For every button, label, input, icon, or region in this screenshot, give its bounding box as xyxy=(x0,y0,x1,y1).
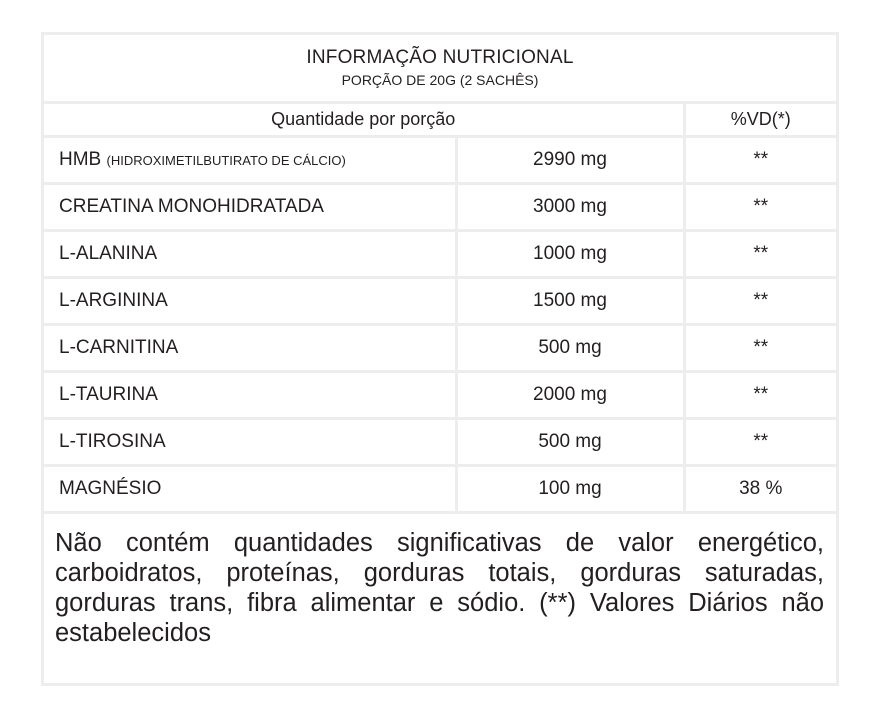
footer-note: Não contém quantidades significativas de valor energético, carboidratos, proteínas, gorduras totais, gorduras saturadas, gorduras trans, fibra alimentar e sódio. (**) Valores Diários não estabelecidos xyxy=(55,529,824,647)
ingredient-vd: ** xyxy=(684,419,836,466)
ingredient-quantity: 2000 mg xyxy=(456,372,684,419)
ingredient-quantity: 100 mg xyxy=(456,466,684,513)
table-title: INFORMAÇÃO NUTRICIONAL xyxy=(306,47,574,68)
serving-size: PORÇÃO DE 20G (2 SACHÊS) xyxy=(341,72,539,88)
table-row xyxy=(44,419,836,466)
ingredient-quantity: 1000 mg xyxy=(456,231,684,278)
quantity-column-header: Quantidade por porção xyxy=(44,103,684,137)
ingredient-detail: (HIDROXIMETILBUTIRATO DE CÁLCIO) xyxy=(106,153,346,168)
title-cell xyxy=(44,35,836,103)
ingredient-vd: 38 % xyxy=(684,466,836,513)
table-row xyxy=(44,466,836,513)
table-row xyxy=(44,372,836,419)
ingredient-vd: ** xyxy=(684,325,836,372)
ingredient-name: L-ALANINA xyxy=(44,231,456,278)
ingredient-name: L-TIROSINA xyxy=(44,419,456,466)
nutrition-table xyxy=(44,35,836,514)
table-row xyxy=(44,184,836,231)
ingredient-quantity: 3000 mg xyxy=(456,184,684,231)
ingredient-vd: ** xyxy=(684,372,836,419)
column-header-row xyxy=(44,103,836,137)
title-row xyxy=(44,35,836,103)
nutrition-facts-panel xyxy=(41,32,839,686)
table-row xyxy=(44,325,836,372)
ingredient-quantity: 2990 mg xyxy=(456,137,684,184)
ingredient-name: HMB xyxy=(59,149,102,170)
ingredient-vd: ** xyxy=(684,184,836,231)
ingredient-name-cell xyxy=(44,137,456,184)
ingredient-name: L-ARGININA xyxy=(44,278,456,325)
ingredient-name: MAGNÉSIO xyxy=(44,466,456,513)
ingredient-vd: ** xyxy=(684,231,836,278)
ingredient-vd: ** xyxy=(684,137,836,184)
ingredient-quantity: 500 mg xyxy=(456,325,684,372)
ingredient-vd: ** xyxy=(684,278,836,325)
ingredient-quantity: 500 mg xyxy=(456,419,684,466)
ingredient-name: L-CARNITINA xyxy=(44,325,456,372)
table-row xyxy=(44,278,836,325)
table-row xyxy=(44,231,836,278)
ingredient-name: CREATINA MONOHIDRATADA xyxy=(44,184,456,231)
vd-column-header: %VD(*) xyxy=(684,103,836,137)
ingredient-quantity: 1500 mg xyxy=(456,278,684,325)
ingredient-name: L-TAURINA xyxy=(44,372,456,419)
table-row xyxy=(44,137,836,184)
